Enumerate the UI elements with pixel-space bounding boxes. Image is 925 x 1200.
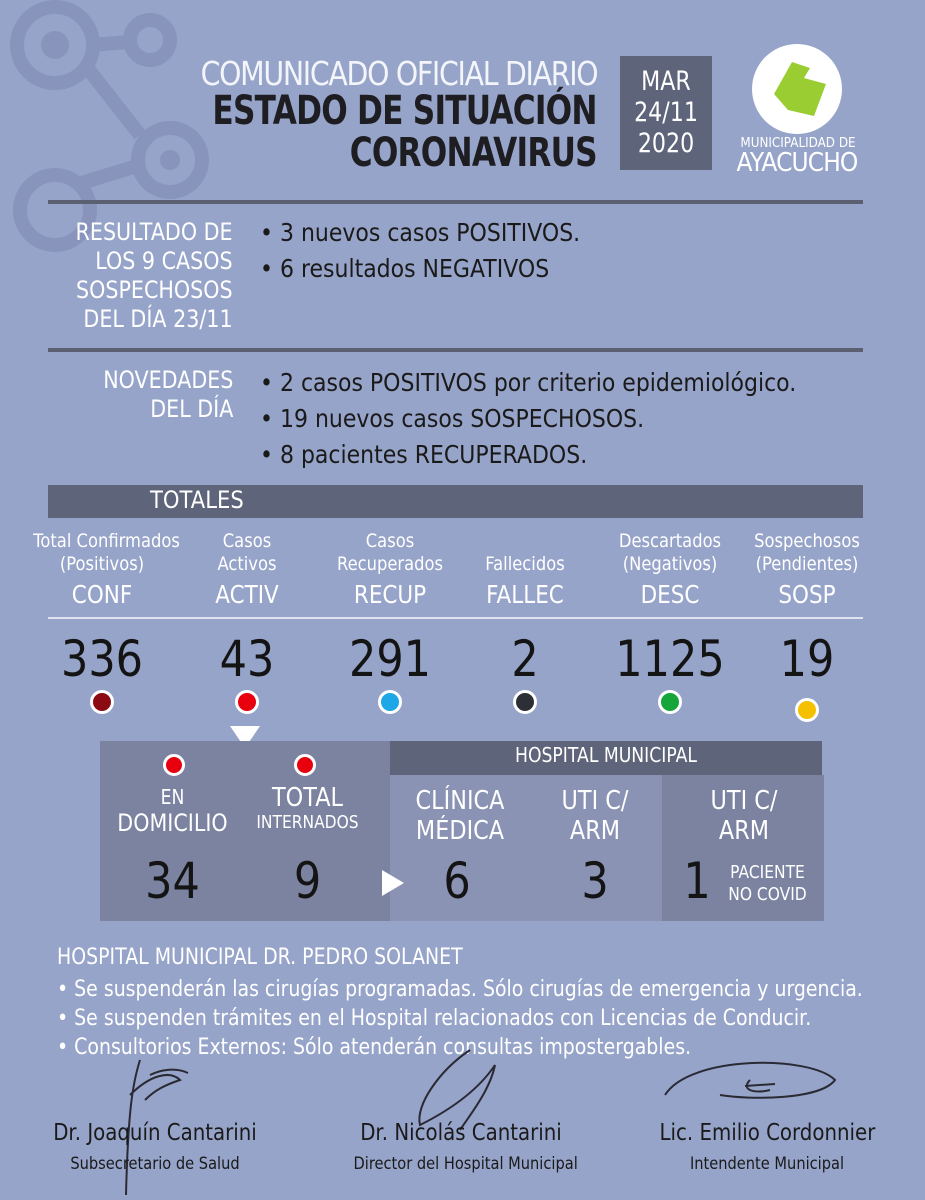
total-column-fallec	[445, 530, 605, 688]
date-daymonth: 24/11	[634, 97, 698, 128]
column-code: SOSP	[778, 580, 836, 609]
column-label: Descartados	[618, 530, 722, 552]
column-label: Casos	[365, 530, 415, 552]
column-code: RECUP	[353, 580, 427, 609]
column-code: FALLEC	[486, 580, 564, 609]
list-item: • Consultorios Externos: Sólo atenderán consultas impostergables.	[57, 1035, 692, 1060]
column-code: ACTIV	[215, 580, 279, 609]
clinica-value: 6	[443, 852, 471, 910]
results-label-line: DEL DÍA 23/11	[83, 305, 233, 333]
uti-nocovid-label-line1: UTI C/	[710, 786, 778, 816]
hospital-title: HOSPITAL MUNICIPAL	[515, 743, 697, 767]
column-value: 43	[219, 630, 275, 688]
column-label: Total Confirmados	[33, 530, 180, 552]
clinica-label-line1: CLÍNICA	[415, 786, 505, 816]
column-label: Fallecidos	[485, 553, 565, 575]
column-value: 1125	[615, 630, 725, 688]
results-label-line: LOS 9 CASOS	[95, 247, 233, 275]
domicilio-label-line1: EN	[160, 785, 185, 809]
column-value: 2	[511, 630, 539, 688]
column-value: 291	[348, 630, 432, 688]
municipality-logo	[752, 44, 842, 134]
signature-name: Lic. Emilio Cordonnier	[659, 1120, 876, 1146]
signature-name: Dr. Joaquín Cantarini	[53, 1120, 257, 1146]
column-value: 19	[779, 630, 835, 688]
logo-shape-icon	[752, 44, 842, 134]
status-dot	[378, 690, 402, 714]
list-item: • 8 pacientes RECUPERADOS.	[260, 440, 588, 469]
internados-label-line1: TOTAL	[272, 783, 343, 813]
active-dot	[294, 754, 316, 776]
uti-nocovid-label	[682, 786, 806, 846]
uti-nocovid-note-line2: NO COVID	[728, 884, 807, 905]
list-item: • 6 resultados NEGATIVOS	[260, 254, 550, 283]
status-dot	[235, 690, 259, 714]
signature-scribble	[660, 1050, 850, 1120]
signature-role: Subsecretario de Salud	[70, 1154, 240, 1174]
list-item: • 3 nuevos casos POSITIVOS.	[260, 218, 581, 247]
uti-nocovid-note-line1: PACIENTE	[730, 862, 805, 883]
column-code: CONF	[71, 580, 133, 609]
date-day: MAR	[641, 66, 691, 97]
hospital-notice-heading: HOSPITAL MUNICIPAL DR. PEDRO SOLANET	[57, 945, 463, 970]
signature-name: Dr. Nicolás Cantarini	[360, 1120, 562, 1146]
results-list	[260, 215, 580, 287]
column-code: DESC	[640, 580, 700, 609]
header-subtitle: COMUNICADO OFICIAL DIARIO	[200, 54, 597, 93]
news-label	[103, 366, 233, 424]
news-list	[260, 365, 796, 473]
domicilio-label-line2: DOMICILIO	[117, 809, 228, 837]
domicilio-label	[110, 786, 235, 838]
column-label: Activos	[217, 553, 277, 575]
column-value: 336	[60, 630, 144, 688]
news-label-line: DEL DÍA	[149, 395, 233, 423]
logo-line2: AYACUCHO	[736, 148, 858, 178]
signature-role: Director del Hospital Municipal	[353, 1154, 578, 1174]
column-label: Recuperados	[336, 553, 444, 575]
divider	[48, 200, 863, 204]
status-dot	[513, 690, 537, 714]
header-title-line1: ESTADO DE SITUACIÓN	[212, 88, 597, 134]
news-label-line: NOVEDADES	[102, 366, 233, 394]
column-label	[456, 530, 594, 553]
status-dot	[90, 690, 114, 714]
total-column-desc	[590, 530, 750, 688]
totals-title: TOTALES	[150, 486, 244, 514]
divider	[48, 348, 863, 352]
uti-label-line2: ARM	[569, 816, 621, 846]
date-year: 2020	[637, 128, 695, 159]
uti-value: 3	[581, 852, 609, 910]
uti-label-line1: UTI C/	[561, 786, 629, 816]
clinica-label	[400, 786, 520, 846]
results-label-line: SOSPECHOSOS	[76, 276, 233, 304]
total-column-sosp	[727, 530, 887, 688]
total-column-conf	[22, 530, 182, 688]
clinica-label-line2: MÉDICA	[415, 816, 505, 846]
total-column-activ	[167, 530, 327, 688]
status-dot	[658, 690, 682, 714]
divider	[48, 617, 863, 619]
results-label-line: RESULTADO DE	[75, 218, 233, 246]
status-dot	[795, 698, 819, 722]
list-item: • Se suspenderán las cirugías programadas. Sólo cirugías de emergencia y urgencia.	[57, 977, 863, 1002]
internados-label-line2: INTERNADOS	[256, 812, 359, 833]
internados-label	[245, 784, 370, 834]
column-label: Sospechosos	[754, 530, 860, 552]
uti-nocovid-value: 1	[683, 852, 711, 910]
active-dot	[163, 754, 185, 776]
uti-label	[537, 786, 652, 846]
header-title-line2: CORONAVIRUS	[349, 130, 597, 176]
uti-nocovid-label-line2: ARM	[718, 816, 770, 846]
column-label: (Pendientes)	[755, 553, 859, 575]
uti-nocovid-note	[722, 862, 812, 906]
results-label	[76, 218, 233, 334]
date-box	[620, 56, 712, 170]
list-item: • 2 casos POSITIVOS por criterio epidemiológico.	[260, 368, 797, 397]
domicilio-value: 34	[145, 852, 200, 910]
internados-value: 9	[293, 852, 322, 910]
column-label: Casos	[222, 530, 272, 552]
column-label: (Negativos)	[622, 553, 718, 575]
list-item: • Se suspenden trámites en el Hospital relacionados con Licencias de Conducir.	[57, 1006, 812, 1031]
signature-role: Intendente Municipal	[689, 1154, 845, 1174]
column-label: (Positivos)	[59, 553, 145, 575]
logo-line1: MUNICIPALIDAD DE	[740, 136, 856, 151]
list-item: • 19 nuevos casos SOSPECHOSOS.	[260, 404, 645, 433]
